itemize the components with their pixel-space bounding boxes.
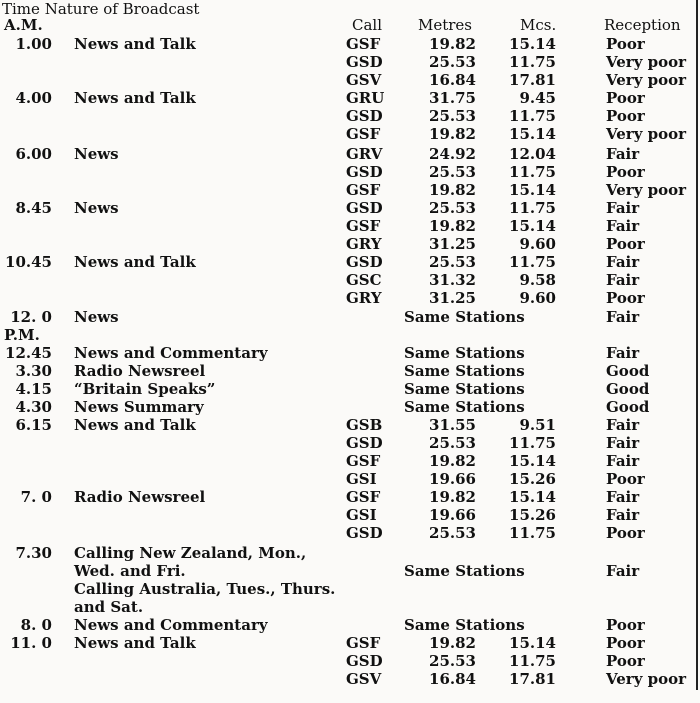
row-call: GSI (346, 470, 377, 488)
row-mcs: 15.14 (509, 488, 556, 506)
row-metres: 25.53 (429, 524, 476, 542)
schedule-row (0, 634, 690, 652)
schedule-row (0, 308, 690, 326)
row-call: GSD (346, 253, 383, 271)
row-nature: Radio Newsreel (74, 362, 206, 380)
schedule-row (0, 89, 690, 107)
schedule-row (0, 344, 690, 362)
schedule-row (0, 125, 690, 143)
row-reception: Poor (606, 235, 645, 253)
schedule-row (0, 506, 690, 524)
row-reception: Fair (606, 562, 640, 580)
row-time: 3.30 (15, 362, 52, 380)
row-mcs: 15.14 (509, 125, 556, 143)
row-call: GSF (346, 634, 381, 652)
row-metres: 24.92 (429, 145, 476, 163)
row-mcs: 11.75 (509, 524, 556, 542)
schedule-row (0, 53, 690, 71)
row-call: GSF (346, 35, 381, 53)
row-metres: 19.82 (429, 35, 476, 53)
row-time: 6.15 (15, 416, 52, 434)
row-call: GSD (346, 199, 383, 217)
row-call: GRV (346, 145, 383, 163)
row-mcs: 15.14 (509, 452, 556, 470)
row-mcs: 11.75 (509, 253, 556, 271)
row-metres: 19.82 (429, 634, 476, 652)
row-metres: 19.66 (429, 506, 476, 524)
schedule-row (0, 562, 690, 580)
row-nature: “Britain Speaks” (74, 380, 216, 398)
schedule-row (0, 271, 690, 289)
row-call: GRY (346, 289, 382, 307)
row-same-stations: Same Stations (404, 362, 525, 380)
row-call: GSD (346, 434, 383, 452)
row-reception: Very poor (606, 125, 687, 143)
schedule-row (0, 434, 690, 452)
row-nature: News (74, 199, 119, 217)
row-metres: 16.84 (429, 670, 476, 688)
schedule-row (0, 107, 690, 125)
row-metres: 19.82 (429, 181, 476, 199)
schedule-row (0, 652, 690, 670)
schedule-row (0, 580, 690, 598)
row-nature: News (74, 145, 119, 163)
row-mcs: 15.14 (509, 35, 556, 53)
row-nature: News and Talk (74, 89, 196, 107)
schedule-row (0, 71, 690, 89)
row-time: 7.30 (15, 544, 52, 562)
row-reception: Good (606, 362, 650, 380)
row-call: GSF (346, 217, 381, 235)
row-reception: Fair (606, 271, 640, 289)
row-time: 4.15 (15, 380, 52, 398)
row-reception: Poor (606, 634, 645, 652)
row-mcs: 9.45 (519, 89, 556, 107)
row-metres: 19.82 (429, 125, 476, 143)
row-mcs: 15.14 (509, 181, 556, 199)
row-call: GSD (346, 163, 383, 181)
schedule-row (0, 35, 690, 53)
row-mcs: 17.81 (509, 670, 556, 688)
right-border-rule (696, 0, 698, 690)
row-nature: News Summary (74, 398, 204, 416)
row-metres: 31.32 (429, 271, 476, 289)
row-mcs: 11.75 (509, 53, 556, 71)
row-metres: 16.84 (429, 71, 476, 89)
row-metres: 31.75 (429, 89, 476, 107)
schedule-row (0, 380, 690, 398)
header-reception: Reception (604, 16, 681, 34)
row-metres: 25.53 (429, 652, 476, 670)
schedule-row (0, 488, 690, 506)
row-mcs: 11.75 (509, 434, 556, 452)
row-metres: 25.53 (429, 253, 476, 271)
row-metres: 31.25 (429, 289, 476, 307)
row-nature: News and Commentary (74, 616, 268, 634)
schedule-row (0, 217, 690, 235)
row-call: GSI (346, 506, 377, 524)
row-reception: Fair (606, 452, 640, 470)
row-time: 11. 0 (10, 634, 52, 652)
row-mcs: 11.75 (509, 199, 556, 217)
schedule-row (0, 145, 690, 163)
row-time: 4.00 (15, 89, 52, 107)
row-metres: 25.53 (429, 107, 476, 125)
row-time: 6.00 (15, 145, 52, 163)
row-reception: Poor (606, 107, 645, 125)
schedule-row (0, 452, 690, 470)
row-metres: 19.82 (429, 488, 476, 506)
row-reception: Poor (606, 524, 645, 542)
row-metres: 25.53 (429, 163, 476, 181)
row-mcs: 15.14 (509, 634, 556, 652)
row-reception: Very poor (606, 181, 687, 199)
row-time: 10.45 (5, 253, 52, 271)
row-call: GSF (346, 452, 381, 470)
row-call: GSF (346, 125, 381, 143)
schedule-row (0, 289, 690, 307)
row-same-stations: Same Stations (404, 562, 525, 580)
schedule-row (0, 181, 690, 199)
row-reception: Fair (606, 217, 640, 235)
row-call: GSD (346, 107, 383, 125)
section-am: A.M. (4, 16, 43, 34)
row-time: 1.00 (15, 35, 52, 53)
row-call: GSD (346, 524, 383, 542)
row-time: 4.30 (15, 398, 52, 416)
row-reception: Poor (606, 616, 645, 634)
row-call: GSV (346, 670, 382, 688)
row-time: 8. 0 (20, 616, 52, 634)
row-same-stations: Same Stations (404, 616, 525, 634)
row-same-stations: Same Stations (404, 398, 525, 416)
row-mcs: 15.26 (509, 506, 556, 524)
header-call: Call (352, 16, 383, 34)
row-metres: 31.55 (429, 416, 476, 434)
row-call: GSD (346, 53, 383, 71)
row-metres: 25.53 (429, 199, 476, 217)
schedule-row (0, 670, 690, 688)
header-mcs: Mcs. (520, 16, 557, 34)
row-metres: 25.53 (429, 434, 476, 452)
row-call: GRU (346, 89, 385, 107)
row-reception: Fair (606, 416, 640, 434)
row-metres: 19.82 (429, 452, 476, 470)
row-nature: Wed. and Fri. (74, 562, 186, 580)
row-call: GSB (346, 416, 383, 434)
row-reception: Fair (606, 344, 640, 362)
row-reception: Fair (606, 199, 640, 217)
row-mcs: 9.58 (519, 271, 556, 289)
schedule-row (0, 253, 690, 271)
row-reception: Fair (606, 506, 640, 524)
row-mcs: 9.51 (519, 416, 556, 434)
header-metres: Metres (418, 16, 473, 34)
schedule-row (0, 598, 690, 616)
row-reception: Poor (606, 163, 645, 181)
row-nature: News and Commentary (74, 344, 268, 362)
row-nature: News and Talk (74, 253, 196, 271)
row-reception: Very poor (606, 670, 687, 688)
row-time: 12. 0 (10, 308, 52, 326)
row-nature: and Sat. (74, 598, 144, 616)
schedule-row (0, 544, 690, 562)
schedule-row (0, 470, 690, 488)
row-same-stations: Same Stations (404, 308, 525, 326)
row-mcs: 11.75 (509, 652, 556, 670)
row-mcs: 11.75 (509, 107, 556, 125)
section-pm: P.M. (4, 326, 40, 344)
schedule-row (0, 616, 690, 634)
row-nature: News (74, 308, 119, 326)
schedule-row (0, 362, 690, 380)
row-reception: Poor (606, 652, 645, 670)
row-nature: Calling New Zealand, Mon., (74, 544, 307, 562)
row-nature: Calling Australia, Tues., Thurs. (74, 580, 336, 598)
row-reception: Fair (606, 488, 640, 506)
row-call: GSC (346, 271, 382, 289)
row-reception: Poor (606, 35, 645, 53)
row-time: 7. 0 (20, 488, 52, 506)
row-reception: Fair (606, 253, 640, 271)
row-reception: Fair (606, 308, 640, 326)
row-call: GRY (346, 235, 382, 253)
schedule-row (0, 398, 690, 416)
row-metres: 25.53 (429, 53, 476, 71)
schedule-row (0, 199, 690, 217)
row-nature: News and Talk (74, 634, 196, 652)
row-metres: 31.25 (429, 235, 476, 253)
row-time: 12.45 (5, 344, 52, 362)
row-same-stations: Same Stations (404, 380, 525, 398)
row-nature: News and Talk (74, 35, 196, 53)
schedule-row (0, 416, 690, 434)
row-reception: Poor (606, 470, 645, 488)
row-reception: Fair (606, 145, 640, 163)
row-mcs: 9.60 (519, 235, 556, 253)
row-nature: News and Talk (74, 416, 196, 434)
row-reception: Good (606, 380, 650, 398)
row-mcs: 15.14 (509, 217, 556, 235)
row-mcs: 12.04 (509, 145, 556, 163)
header-nature: Nature of Broadcast (44, 0, 200, 18)
row-nature: Radio Newsreel (74, 488, 206, 506)
row-call: GSV (346, 71, 382, 89)
row-reception: Fair (606, 434, 640, 452)
row-time: 8.45 (15, 199, 52, 217)
row-reception: Poor (606, 289, 645, 307)
row-reception: Poor (606, 89, 645, 107)
row-mcs: 11.75 (509, 163, 556, 181)
row-metres: 19.82 (429, 217, 476, 235)
row-reception: Good (606, 398, 650, 416)
row-call: GSF (346, 488, 381, 506)
header-time: Time (2, 0, 40, 18)
schedule-row (0, 163, 690, 181)
row-mcs: 9.60 (519, 289, 556, 307)
row-reception: Very poor (606, 71, 687, 89)
row-call: GSF (346, 181, 381, 199)
row-metres: 19.66 (429, 470, 476, 488)
row-mcs: 15.26 (509, 470, 556, 488)
row-call: GSD (346, 652, 383, 670)
row-reception: Very poor (606, 53, 687, 71)
row-mcs: 17.81 (509, 71, 556, 89)
schedule-row (0, 235, 690, 253)
row-same-stations: Same Stations (404, 344, 525, 362)
schedule-row (0, 524, 690, 542)
